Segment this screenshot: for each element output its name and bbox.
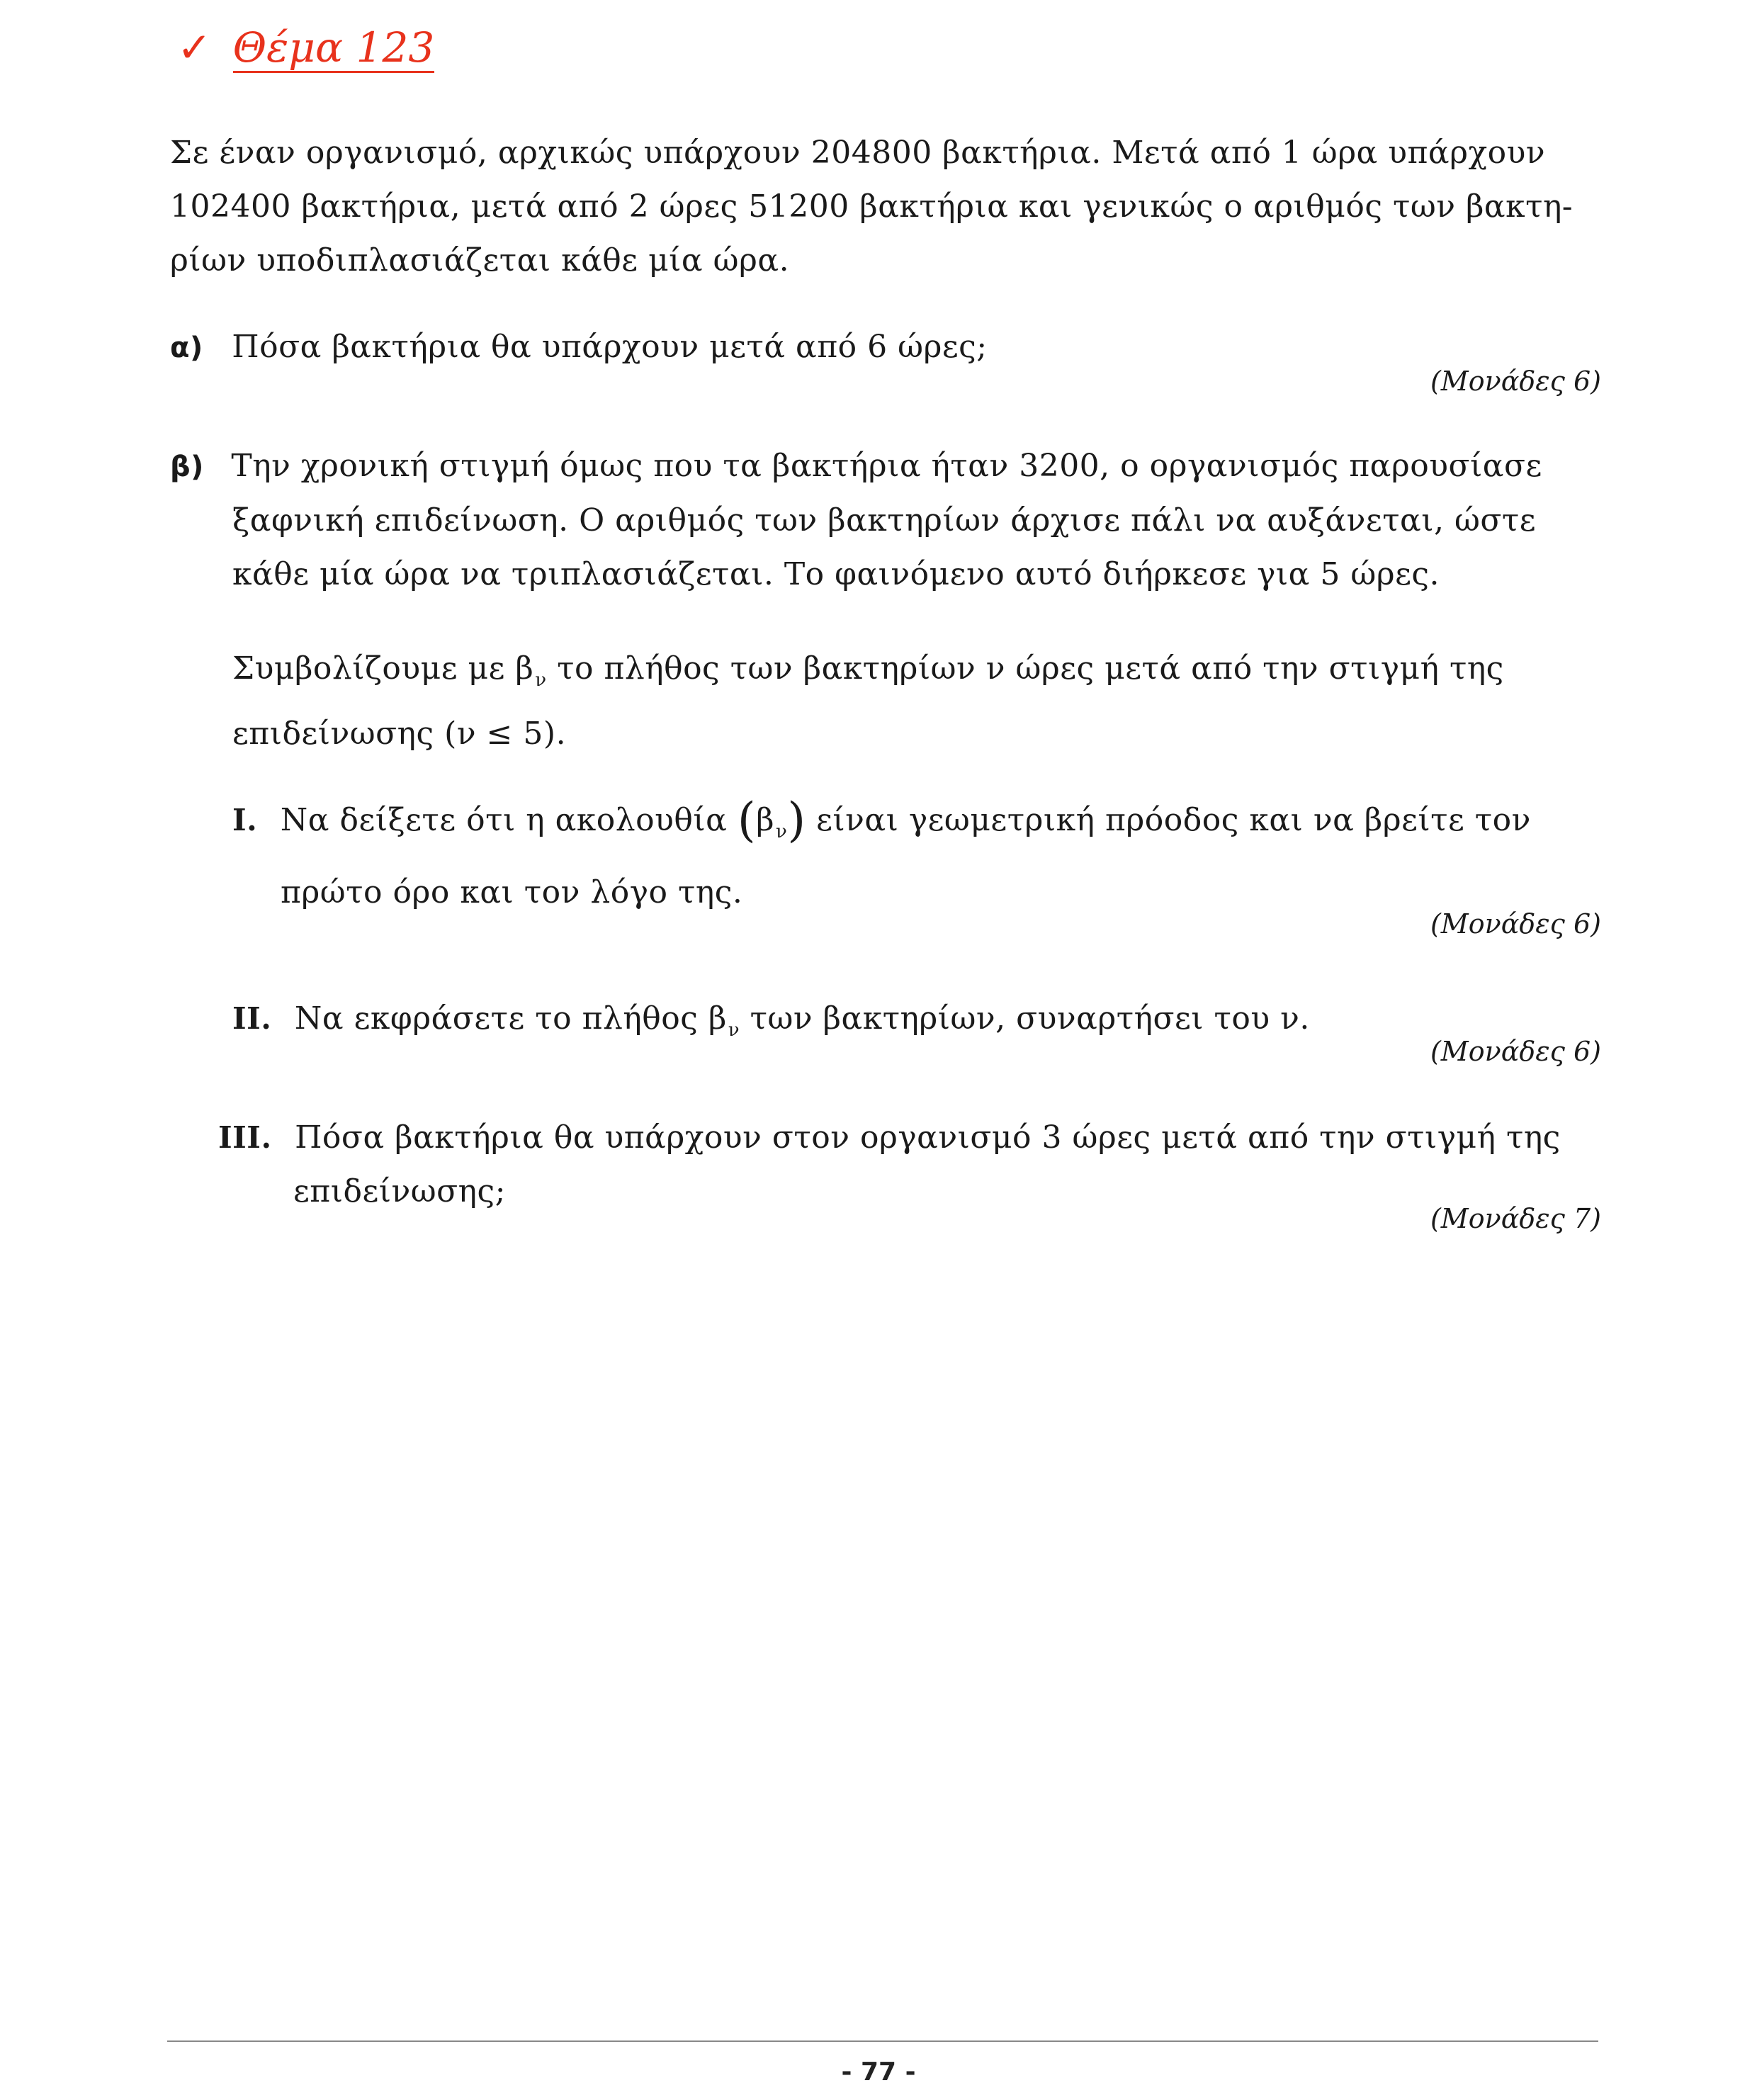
subquestion-1 [232, 794, 1614, 859]
question-a-marks: (Μονάδες 6) [1430, 366, 1601, 397]
question-a-text: Πόσα βακτήρια θα υπάρχουν μετά από 6 ώρες; [232, 329, 988, 365]
close-paren: ) [787, 793, 806, 847]
subquestion-2-post: των βακτηρίων, συναρτήσει του ν. [740, 1000, 1310, 1037]
question-b-line-1: Την χρονική στιγμή όμως που τα βακτήρια ήταν 3200, ο οργανισμός παρουσίασε [231, 448, 1542, 484]
subquestion-3-label: III. [218, 1120, 272, 1155]
subquestion-3 [218, 1111, 1621, 1219]
subquestion-1-line-2: πρώτο όρο και τον λόγο της. [281, 874, 743, 910]
question-a-label: α) [170, 332, 203, 364]
topic-title: Θέμα 123 [232, 23, 435, 72]
subquestion-2-sub: ν [728, 1020, 740, 1041]
question-b-line-3: κάθε μία ώρα να τριπλασιάζεται. Το φαινόμενο αυτό διήρκεσε για 5 ώρες. [232, 556, 1440, 592]
symbol-post: το πλήθος των βακτηρίων ν ώρες μετά από την στιγμή της [546, 650, 1504, 687]
subquestion-2-marks: (Μονάδες 6) [1430, 1036, 1601, 1067]
subquestion-1-sub: ν [776, 821, 788, 842]
subquestion-3-line-2: επιδείνωσης; [293, 1173, 506, 1209]
intro-line-2: 102400 βακτήρια, μετά από 2 ώρες 51200 βακτήρια και γενικώς ο αριθμός των βακτη- [170, 188, 1574, 225]
subquestion-1-marks: (Μονάδες 6) [1430, 908, 1601, 939]
checkmark-icon: ✓ [177, 23, 212, 72]
open-paren: ( [737, 793, 757, 847]
question-a [170, 320, 988, 375]
symbol-line-2: επιδείνωσης (ν ≤ 5). [232, 716, 567, 752]
intro-line-3: ρίων υποδιπλασιάζεται κάθε μία ώρα. [170, 242, 790, 278]
subquestion-1-post: είναι γεωμετρική πρόοδος και να βρείτε τον [806, 802, 1531, 838]
symbol-definition [232, 642, 1614, 761]
beta-symbol: β [515, 650, 534, 687]
subquestion-2-pre: Να εκφράσετε το πλήθος [294, 1000, 708, 1037]
footer-divider [167, 2040, 1598, 2042]
question-b [170, 439, 1615, 602]
page-number: - 77 - [841, 2057, 916, 2087]
nu-subscript: ν [535, 670, 547, 691]
symbol-pre: Συμβολίζουμε με [232, 650, 516, 687]
subquestion-2 [232, 992, 1614, 1057]
question-b-label: β) [170, 451, 204, 483]
subquestion-1-label: I. [232, 803, 258, 837]
subquestion-3-marks: (Μονάδες 7) [1430, 1203, 1601, 1234]
subquestion-1-beta: β [756, 802, 775, 838]
subquestion-3-line-1: Πόσα βακτήρια θα υπάρχουν στον οργανισμό 3 ώρες μετά από την στιγμή της [295, 1119, 1561, 1156]
topic-header [177, 23, 435, 73]
question-b-line-2: ξαφνική επιδείνωση. Ο αριθμός των βακτηρίων άρχισε πάλι να αυξάνεται, ώστε [232, 502, 1537, 538]
subquestion-1-pre: Να δείξετε ότι η ακολουθία [280, 802, 738, 838]
subquestion-2-label: II. [232, 1001, 272, 1036]
intro-paragraph [170, 126, 1601, 288]
subquestion-2-beta: β [708, 1000, 727, 1037]
intro-line-1: Σε έναν οργανισμό, αρχικώς υπάρχουν 204800 βακτήρια. Μετά από 1 ώρα υπάρχουν [170, 135, 1546, 171]
